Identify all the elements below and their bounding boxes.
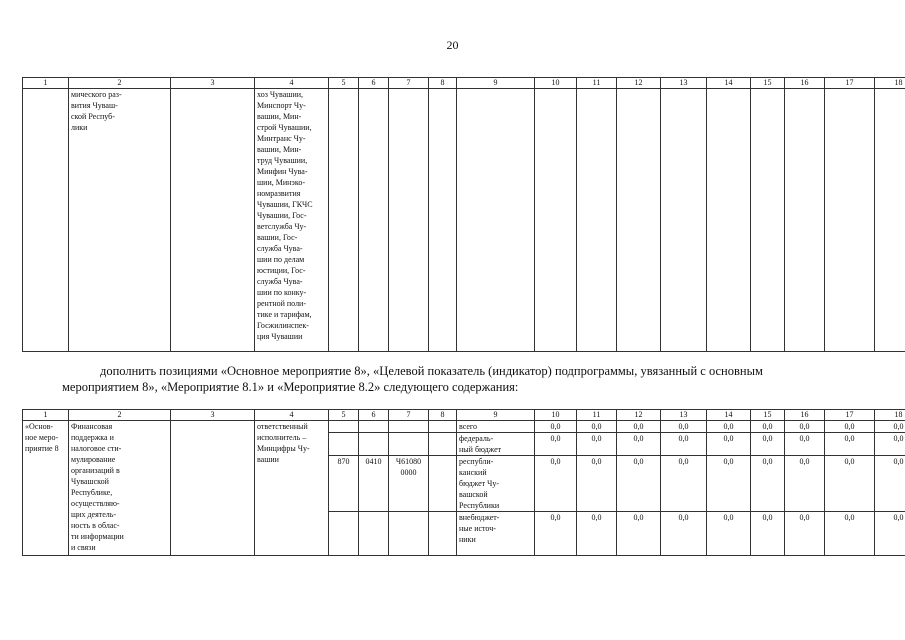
value-cell: 0,0 [707,512,751,556]
header-cell: 10 [535,410,577,421]
executors-cell: хоз Чувашии, Минспорт Чу- вашии, Мин- строй Чувашии, Минтранс Чу- вашии, Мин- труд Чувашии, Минфин Чува- шии, Минэко- номразвития Чувашии, ГКЧС Чувашии, Гос- ветслужба Чу- вашии, Гос- служба Чува- шии по делам юстиции, Гос- служба Чува- шии по конку- рентной поли- тике и тарифам, Госжилинспек- ция Чувашии [255,89,329,352]
source-cell: внебюджет- ные источ- ники [457,512,535,556]
header-cell: 15 [751,410,785,421]
table-header-row [23,78,905,89]
header-cell: 10 [535,78,577,89]
executor-cell: ответственный исполнитель – Минцифры Чу- вашии [255,421,329,556]
source-cell: федераль- ный бюджет [457,433,535,456]
source-cell: всего [457,421,535,433]
value-cell: 0,0 [825,512,875,556]
value-cell: 0,0 [617,433,661,456]
value-cell: 0,0 [785,456,825,512]
header-cell: 5 [329,410,359,421]
header-cell: 6 [359,78,389,89]
value-cell: 0,0 [617,512,661,556]
continuation-table [22,77,905,352]
value-cell: 0,0 [661,456,707,512]
header-cell: 7 [389,78,429,89]
value-cell: 0,0 [661,421,707,433]
value-cell: 0,0 [785,433,825,456]
value-cell: 0,0 [751,512,785,556]
grbs-code-cell: 870 [329,456,359,512]
table-cell [23,89,69,352]
table-header-row [23,410,905,421]
value-cell: 0,0 [875,456,905,512]
value-cell: 0,0 [707,433,751,456]
header-cell: 14 [707,78,751,89]
amendment-paragraph [62,362,862,380]
header-cell: 16 [785,78,825,89]
header-cell: 17 [825,78,875,89]
value-cell: 0,0 [661,433,707,456]
rzpr-code-cell: 0410 [359,456,389,512]
table-row [23,89,905,352]
value-cell: 0,0 [875,433,905,456]
header-cell: 9 [457,78,535,89]
header-cell: 15 [751,78,785,89]
value-cell: 0,0 [535,456,577,512]
value-cell: 0,0 [577,456,617,512]
header-cell: 7 [389,410,429,421]
header-cell: 3 [171,78,255,89]
header-cell: 18 [875,78,905,89]
header-cell: 11 [577,410,617,421]
source-cell: республи- канский бюджет Чу- вашской Республики [457,456,535,512]
header-cell: 8 [429,410,457,421]
value-cell: 0,0 [707,421,751,433]
paragraph-line-2: мероприятием 8», «Мероприятие 8.1» и «Мероприятие 8.2» следующего содержания: [62,380,519,394]
value-cell: 0,0 [875,421,905,433]
vr-code-cell [429,456,457,512]
header-cell: 2 [69,78,171,89]
value-cell: 0,0 [577,421,617,433]
page-number: 20 [446,38,459,52]
value-cell: 0,0 [535,512,577,556]
header-cell: 12 [617,410,661,421]
header-cell: 1 [23,78,69,89]
value-cell: 0,0 [535,421,577,433]
value-cell: 0,0 [825,456,875,512]
value-cell: 0,0 [875,512,905,556]
table-row [23,421,905,433]
header-cell: 17 [825,410,875,421]
csr-code-cell: Ч61080 0000 [389,456,429,512]
header-cell: 2 [69,410,171,421]
paragraph-line-1: дополнить позициями «Основное мероприятие 8», «Целевой показатель (индикатор) подпрограммы, увязанный с основным [100,364,763,378]
value-cell: 0,0 [751,433,785,456]
header-cell: 3 [171,410,255,421]
header-cell: 16 [785,410,825,421]
table-cell [171,421,255,556]
value-cell: 0,0 [661,512,707,556]
header-cell: 4 [255,78,329,89]
value-cell: 0,0 [617,456,661,512]
responsible-text-cell: мического раз- вития Чуваш- ской Респуб- лики [69,89,171,352]
value-cell: 0,0 [617,421,661,433]
header-cell: 1 [23,410,69,421]
table-cell [171,89,255,352]
value-cell: 0,0 [707,456,751,512]
value-cell: 0,0 [577,512,617,556]
header-cell: 9 [457,410,535,421]
value-cell: 0,0 [825,433,875,456]
event-id-cell: «Основ- ное меро- приятие 8 [23,421,69,556]
header-cell: 6 [359,410,389,421]
new-position-table [22,409,905,556]
header-cell: 11 [577,78,617,89]
value-cell: 0,0 [785,512,825,556]
header-cell: 14 [707,410,751,421]
value-cell: 0,0 [535,433,577,456]
value-cell: 0,0 [785,421,825,433]
header-cell: 18 [875,410,905,421]
header-cell: 5 [329,78,359,89]
event-name-cell: Финансовая поддержка и налоговое сти- мулирование организаций в Чувашской Республике, осуществляю- щих деятель- ность в облас- ти информации и связи [69,421,171,556]
header-cell: 8 [429,78,457,89]
header-cell: 13 [661,78,707,89]
value-cell: 0,0 [577,433,617,456]
header-cell: 12 [617,78,661,89]
header-cell: 13 [661,410,707,421]
value-cell: 0,0 [751,456,785,512]
header-cell: 4 [255,410,329,421]
value-cell: 0,0 [825,421,875,433]
value-cell: 0,0 [751,421,785,433]
